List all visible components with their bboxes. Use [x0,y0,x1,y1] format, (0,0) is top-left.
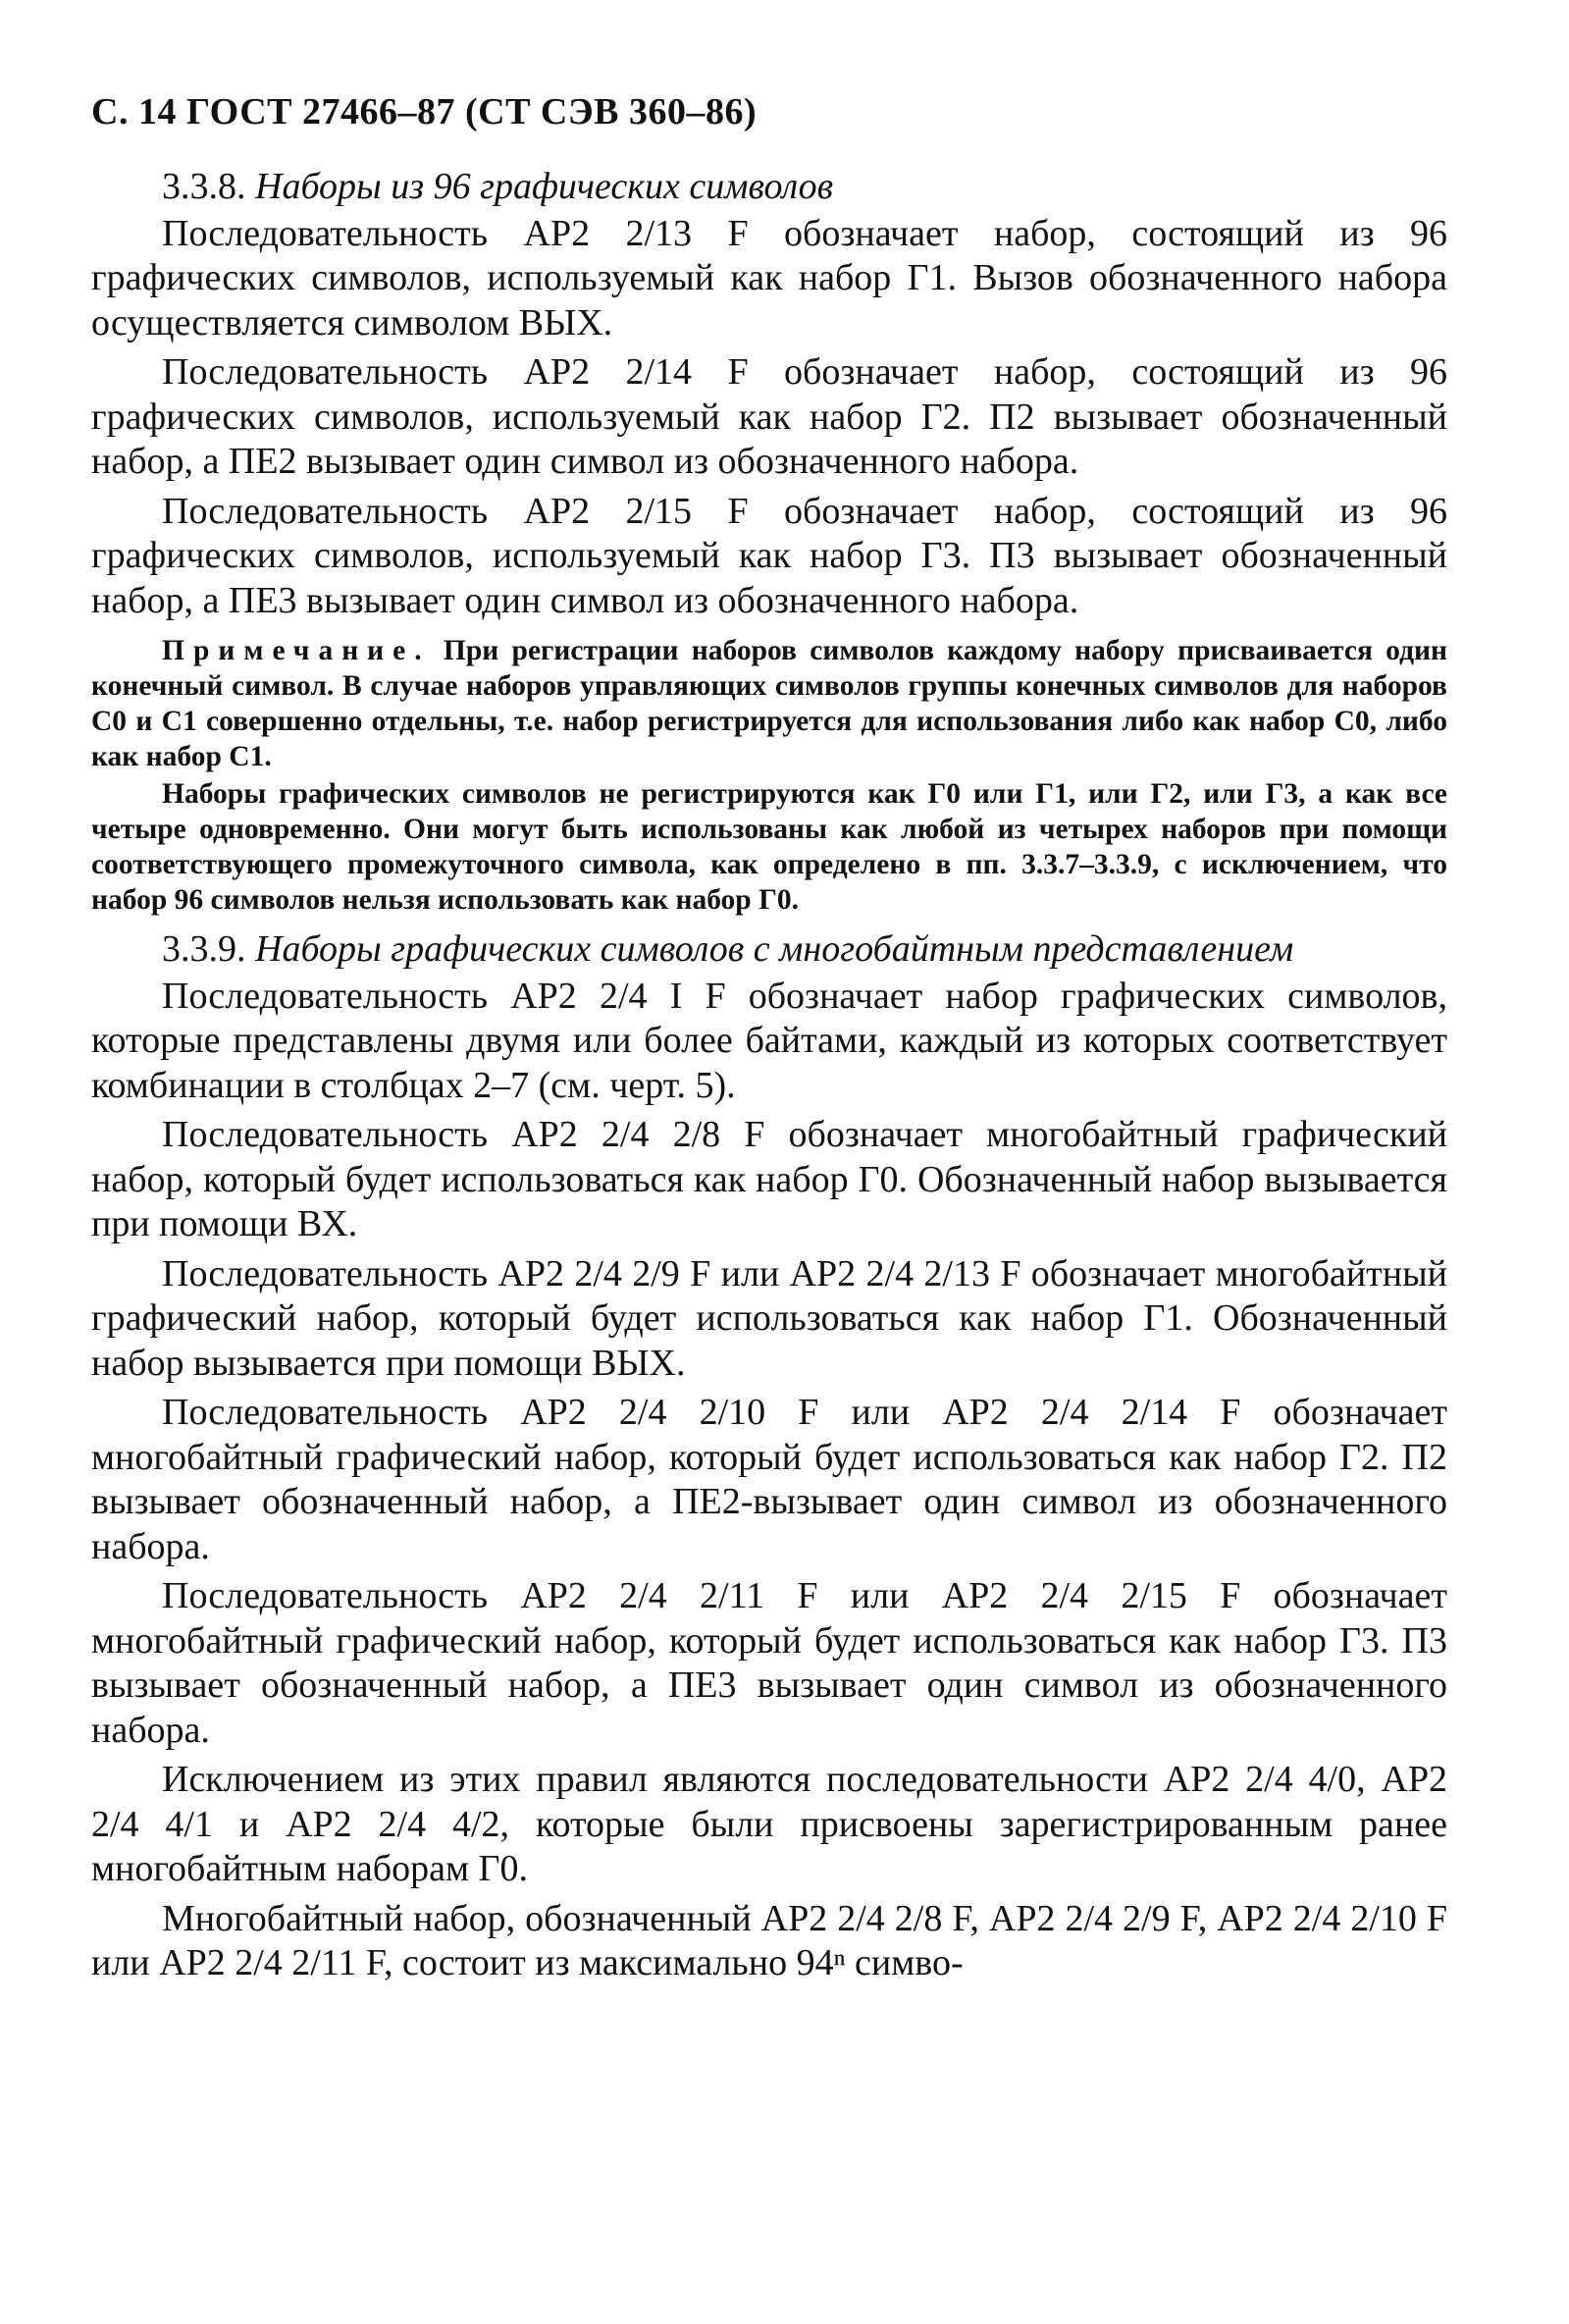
note-block [91,633,1447,918]
paragraph: Последовательность АР2 2/4 2/10 F или АР2 2/4 2/14 F обозначает многобайтный графический набор, который будет использоваться как набор Г2. П2 вызывает обозначенный набор, а ПЕ2-вызывает один символ из обозначенного набора. [91,1392,1447,1567]
note-paragraph [91,633,1447,774]
paragraph: Последовательность АР2 2/4 2/8 F обозначает многобайтный графический набор, который будет использоваться как набор Г0. Обозначенный набор вызывается при помощи ВХ. [91,1114,1447,1244]
paragraph: Последовательность АР2 2/4 2/9 F или АР2 2/4 2/13 F обозначает многобайтный графический набор, который будет использоваться как набор Г1. Обозначенный набор вызывается при помощи ВЫХ. [91,1252,1447,1384]
section-number: 3.3.8. [162,166,246,207]
note-label: Примечание. [162,635,431,666]
paragraph: Исключением из этих правил являются последовательности АР2 2/4 4/0, АР2 2/4 4/1 и АР2 2/4 4/2, которые были присвоены зарегистрированным ранее многобайтным наборам Г0. [91,1759,1447,1889]
paragraph: Последовательность АР2 2/13 F обозначает набор, состоящий из 96 графических символов, используемый как набор Г1. Вызов обозначенного набора осуществляется символом ВЫХ. [91,212,1447,343]
paragraph: Последовательность АР2 2/14 F обозначает набор, состоящий из 96 графических символов, используемый как набор Г2. П2 вызывает обозначенный набор, а ПЕ2 вызывает один символ из обозначенного набора. [91,351,1447,482]
paragraph: Последовательность АР2 2/4 2/11 F или АР2 2/4 2/15 F обозначает многобайтный графический набор, который будет использоваться как набор Г3. П3 вызывает обозначенный набор, а ПЕ3 вызывает один символ из обозначенного набора. [91,1575,1447,1751]
section-title: Наборы из 96 графических символов [255,166,834,207]
paragraph: Последовательность АР2 2/15 F обозначает набор, состоящий из 96 графических символов, используемый как набор Г3. П3 вызывает обозначенный набор, а ПЕ3 вызывает один символ из обозначенного набора. [91,490,1447,621]
section-heading-3-3-9 [91,927,1447,973]
paragraph: Последовательность АР2 2/4 I F обозначает набор графических символов, которые представлены двумя или более байтами, каждый из которых соответствует комбинации в столбцах 2–7 (см. черт. 5). [91,975,1447,1106]
section-title: Наборы графических символов с многобайтным представлением [255,928,1294,970]
section-heading-3-3-8 [91,165,1447,210]
note-text: При регистрации наборов символов каждому набору присваивается один конечный символ. В случае наборов управляющих символов группы конечных символов для наборов С0 и С1 совершенно отдельны, т.е. набор регистрируется для использования либо как набор С0, либо как набор С1. [91,635,1447,772]
page-header: С. 14 ГОСТ 27466–87 (СТ СЭВ 360–86) [91,91,758,132]
page-body [91,165,1447,1991]
section-number: 3.3.9. [162,928,246,970]
paragraph: Многобайтный набор, обозначенный АР2 2/4 2/8 F, АР2 2/4 2/9 F, АР2 2/4 2/10 F или АР2 2/4 2/11 F, состоит из максимально 94ⁿ симво- [91,1897,1447,1983]
note-paragraph: Наборы графических символов не регистрируются как Г0 или Г1, или Г2, или Г3, а как все четыре одновременно. Они могут быть использованы как любой из четырех наборов при помощи соответствующего промежуточного символа, как определено в пп. 3.3.7–3.3.9, с исключением, что набор 96 символов нельзя использовать как набор Г0. [91,778,1447,916]
